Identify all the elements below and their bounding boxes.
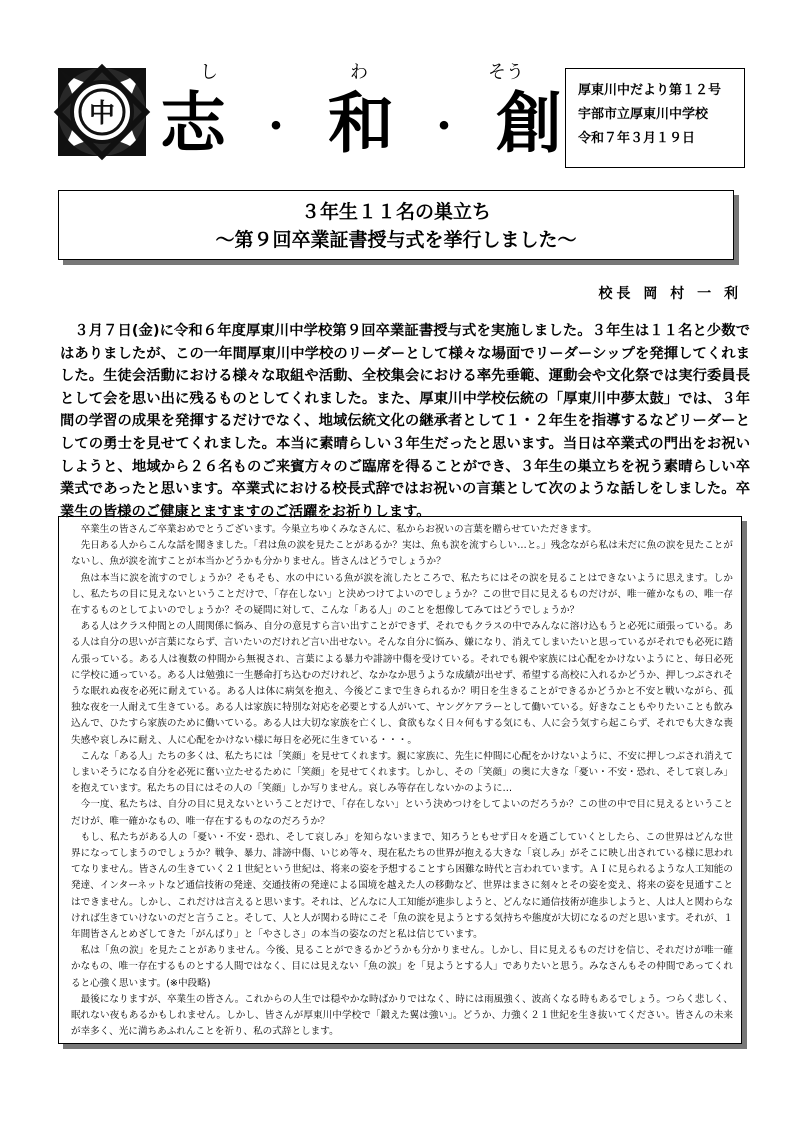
issue-date: 令和７年３月１９日 xyxy=(578,131,696,146)
speech-paragraph: もし、私たちがある人の「憂い・不安・恐れ、そして哀しみ」を知らないままで、知ろうともせず日々を過ごしていくとしたら、この世界はどんな世界になってしまうのでしょうか？戦争、暴力、誹謗中傷、いじめ等々、現在私たちの世界が抱える大きな「哀しみ」がそこに映し出されている様に思われてなりません。皆さんの生きていく２１世紀という世紀は、将来の姿を予想することすら困難な時代と言われています。ＡＩに見られるような人工知能の発達、インターネットなど通信技術の発達、交通技術の発達による国境を越えた人の移動など、世界はまさに刻々とその姿を変え、将来の姿を見通すことはできません。しかし、これだけは言えると思います。それは、どんなに人工知能が進歩しようと、どんなに通信技術が進歩しようと、人は人と関わらなければ生きていけないのだと言うこと。そして、人と人が関わる時にこそ「魚の涙を見ようとする気持ちや態度が大切になるのだと思います。それが、１年間皆さんとめざしてきた「がんばり」と「やさしさ」の本当の姿なのだと私は信じています。 xyxy=(71,831,733,941)
speech-paragraph: 魚は本当に涙を流すのでしょうか？そもそも、水の中にいる魚が涙を流したところで、私たちにはその涙を見ることはできないように思えます。しかし、私たちの目に見えないということだけで、「存在しない」と決めつけてよいのでしょうか？この世で目に見えるものだけが、唯一確かなもの、唯一存在するものとしてよいのでしょうか？その疑問に対して、こんな「ある人」のことを想像してみてはどうでしょうか？ xyxy=(71,572,733,617)
speech-paragraph: 今一度、私たちは、自分の目に見えないということだけで、「存在しない」という決めつけをしてよいのだろうか？この世の中で目に見えるということだけが、唯一確かなもの、唯一存在するものなのだろうか？ xyxy=(71,799,733,827)
title-separator-2: ・ xyxy=(424,103,464,150)
speech-paragraph: 最後になりますが、卒業生の皆さん。これからの人生では穏やかな時ばかりではなく、時には雨風強く、波高くなる時もあるでしょう。つらく悲しく、眠れない夜もあるかもしれません。しかし、皆さんが厚東川中学校で「鍛えた翼は強い」。どうか、力強く２１世紀を生き抜いてください。皆さんの未来が幸多く、光に満ちあふれんことを祈り、私の式辞とします。 xyxy=(71,993,733,1038)
title-char-2: 和 xyxy=(328,84,392,162)
speech-paragraph: ある人はクラス仲間との人間関係に悩み、自分の意見すら言い出すことができず、それでもクラスの中でみんなに溶け込もうと必死に頑張っている。ある人は自分の思いが言葉にならず、言いたいのだけれど言い出せない。そんな自分に悩み、嫌になり、消えてしまいたいと思っているがそれでも必死に踏ん張っている。ある人は複数の仲間から無視され、言葉による暴力や誹謗中傷を受けている。それでも親や家族には心配をかけないようにと、毎日必死に学校に通っている。ある人は勉強に一生懸命打ち込むのだけれど、なかなか思うような成績が出せず、希望する高校に入れるかどうか、押しつぶされそうな眠れぬ夜を必死に耐えている。ある人は体に病気を抱え、今後どこまで生きられるか？明日を生きることができるかどうかと不安と戦いながら、孤独な夜を一人耐えて生きている。ある人は家族に特別な対応を必要とする人がいて、ヤングケアラーとして働いている。好きなこともやりたいことも飲み込んで、ひたすら家族のために働いている。ある人は大切な家族を亡くし、食欲もなく日々何もする気にも、人に会う気すら起こらず、それでも大きな喪失感や哀しみに耐え、人に心配をかけない様に毎日を必死に生きている・・・。 xyxy=(71,621,733,746)
title-separator-1: ・ xyxy=(256,103,296,150)
newsletter-title xyxy=(160,82,560,164)
speech-paragraph: 私は「魚の涙」を見たことがありません。今後、見ることができるかどうかも分かりません。しかし、目に見えるものだけを信じ、それだけが唯一確かなもの、唯一存在するものとする人間ではなく、目には見えない「魚の涙」を「見ようとする人」でありたいと思う。みなさんもその仲間であってくれると心強く思います。(※中段略) xyxy=(71,945,733,989)
intro-paragraph: ３月７日(金)に令和６年度厚東川中学校第９回卒業証書授与式を実施しました。３年生は１１名と少数ではありましたが、この一年間厚東川中学校のリーダーとして様々な場面でリーダーシップを発揮してくれました。生徒会活動における様々な取組や活動、全校集会における率先垂範、運動会や文化祭では実行委員長として会を思い出に残るものとしてくれました。また、厚東川中学校伝統の「厚東川中夢太鼓」では、３年間の学習の成果を発揮するだけでなく、地域伝統文化の継承者として１・２年生を指導するなどリーダーとしての勇士を見せてくれました。本当に素晴らしい３年生だったと思います。当日は卒業式の門出をお祝いしようと、地域から２６名ものご来賓方々のご臨席を得ることができ、３年生の巣立ちを祝う素晴らしい卒業式であったと思います。卒業式における校長式辞ではお祝いの言葉として次のような話しをしました。卒業生の皆様のご健康とますますのご活躍をお祈りします。 xyxy=(60,323,750,520)
title-char-3: 創 xyxy=(496,84,560,162)
speech-paragraph: 卒業生の皆さんご卒業おめでとうございます。今巣立ちゆくみなさんに、私からお祝いの言葉を贈らせていただきます。 xyxy=(80,524,597,535)
issue-info-box xyxy=(565,68,745,168)
graduation-speech-box xyxy=(58,516,742,1044)
speech-paragraph: こんな「ある人」たちの多くは、私たちには「笑顔」を見せてくれます。親に家族に、先生に仲間に心配をかけないように、不安に押しつぶされ消えてしまいそうになる自分を必死に奮い立たせるために「笑顔」を見せてくれます。しかし、その「笑顔」の奥に大きな「憂い・不安・恐れ、そして哀しみ」を抱えています。私たちの目にはその人の「笑顔」しか写りません。哀しみ等存在しないかのように… xyxy=(71,750,733,795)
ruby-shi: し xyxy=(200,62,218,83)
issue-number: 厚東川中だより第１２号 xyxy=(578,83,722,98)
speech-paragraph: 先日ある人からこんな話を聞きました。「君は魚の涙を見たことがあるか？実は、魚も涙を流すらしい…と。」残念ながら私は未だに魚の涙を見たことがないし、魚が涙を流すことが本当かどうかも分かりません。皆さんはどうでしょうか？ xyxy=(71,540,733,568)
headline-title: ３年生１１名の巣立ち xyxy=(300,201,491,223)
title-ruby xyxy=(0,58,560,82)
title-char-1: 志 xyxy=(160,84,224,162)
ruby-sou: そう xyxy=(488,62,524,83)
school-name: 宇部市立厚東川中学校 xyxy=(578,107,709,122)
headline-box xyxy=(58,190,734,260)
author-byline: 校長 岡 村 一 利 xyxy=(598,286,742,302)
headline-subtitle: ～第９回卒業証書授与式を挙行しました～ xyxy=(215,229,577,251)
ruby-wa: わ xyxy=(350,62,368,83)
emblem-char: 中 xyxy=(88,99,116,129)
